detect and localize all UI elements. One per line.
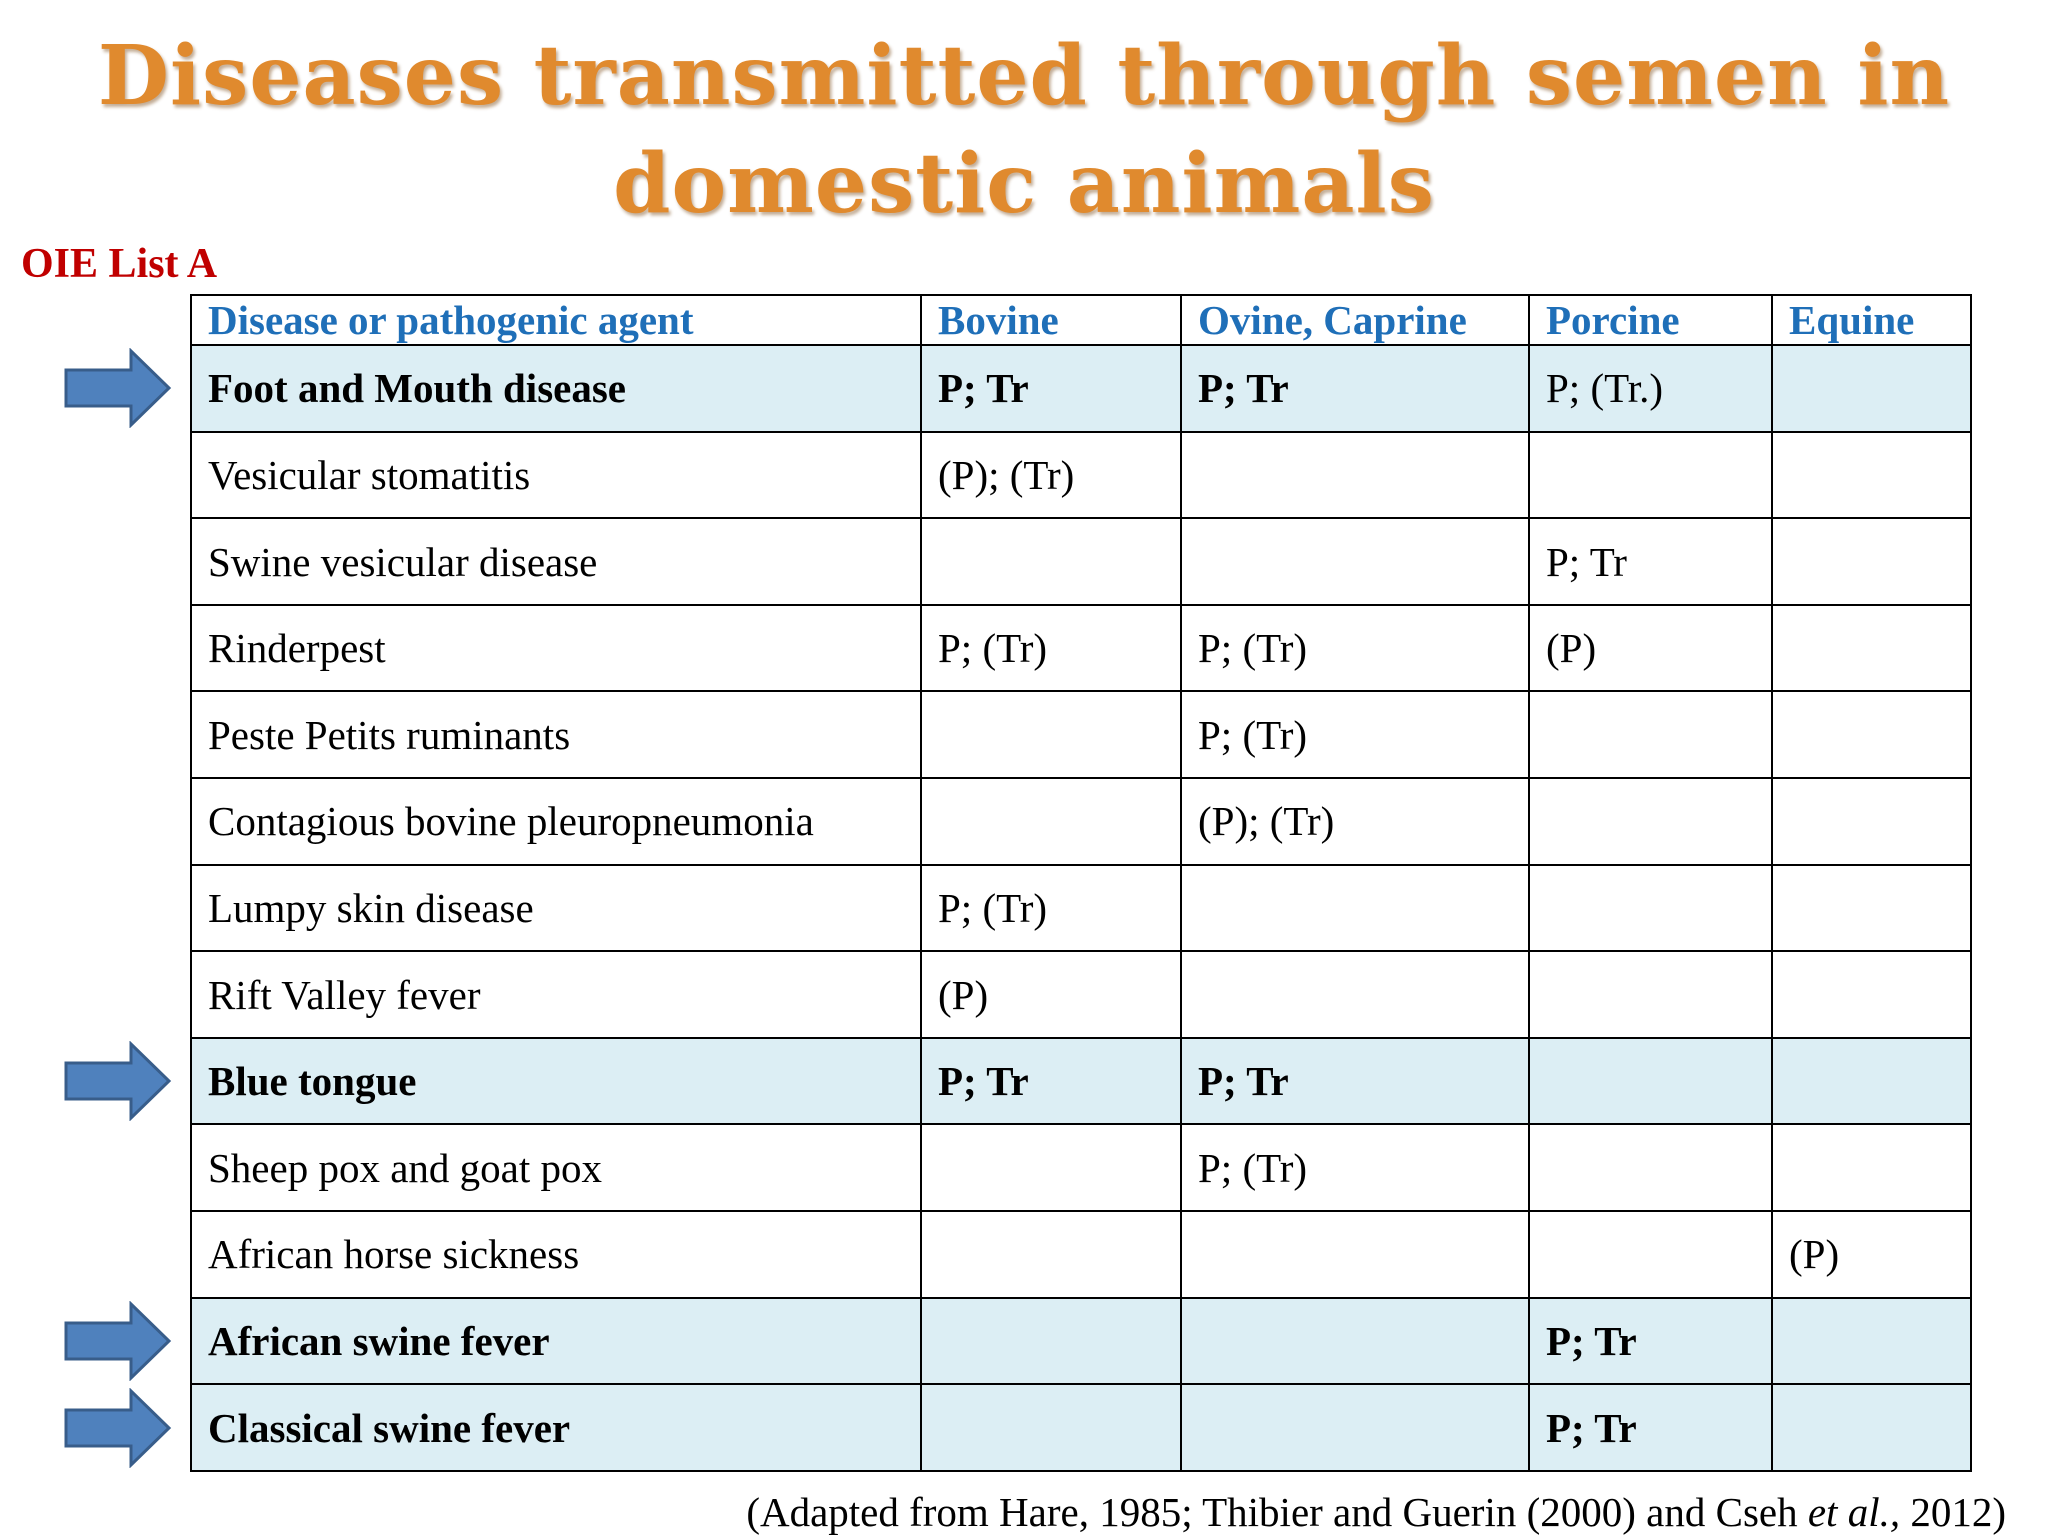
cell-equine xyxy=(1772,951,1971,1038)
right-arrow-icon xyxy=(63,1388,173,1468)
cell-disease: Classical swine fever xyxy=(191,1384,921,1471)
cell-disease: African horse sickness xyxy=(191,1211,921,1298)
cell-disease: Rift Valley fever xyxy=(191,951,921,1038)
cell-porcine: P; Tr xyxy=(1529,1384,1772,1471)
cell-ovine-caprine xyxy=(1181,1384,1529,1471)
cell-porcine: (P) xyxy=(1529,605,1772,692)
table-row xyxy=(191,1124,1971,1211)
cell-ovine-caprine: P; Tr xyxy=(1181,345,1529,432)
cell-equine xyxy=(1772,1384,1971,1471)
header-disease: Disease or pathogenic agent xyxy=(191,295,921,345)
table-row xyxy=(191,1384,1971,1471)
citation-text: (Adapted from Hare, 1985; Thibier and Guerin (2000) and Cseh xyxy=(746,1489,1808,1535)
header-porcine: Porcine xyxy=(1529,295,1772,345)
table-row xyxy=(191,605,1971,692)
cell-porcine xyxy=(1529,1124,1772,1211)
cell-porcine: P; Tr xyxy=(1529,1298,1772,1385)
cell-ovine-caprine xyxy=(1181,1298,1529,1385)
table-row xyxy=(191,865,1971,952)
right-arrow-icon xyxy=(63,1301,173,1381)
cell-ovine-caprine: P; Tr xyxy=(1181,1038,1529,1125)
cell-bovine: (P) xyxy=(921,951,1181,1038)
cell-equine xyxy=(1772,1038,1971,1125)
cell-ovine-caprine xyxy=(1181,951,1529,1038)
cell-equine xyxy=(1772,1124,1971,1211)
header-bovine: Bovine xyxy=(921,295,1181,345)
cell-ovine-caprine: (P); (Tr) xyxy=(1181,778,1529,865)
cell-equine xyxy=(1772,605,1971,692)
cell-porcine xyxy=(1529,1038,1772,1125)
cell-disease: Swine vesicular disease xyxy=(191,518,921,605)
header-ovine-caprine: Ovine, Caprine xyxy=(1181,295,1529,345)
cell-equine xyxy=(1772,691,1971,778)
cell-disease: Blue tongue xyxy=(191,1038,921,1125)
cell-porcine xyxy=(1529,951,1772,1038)
cell-ovine-caprine: P; (Tr) xyxy=(1181,1124,1529,1211)
citation-year: 2012) xyxy=(1900,1489,2006,1535)
cell-equine xyxy=(1772,432,1971,519)
table-row xyxy=(191,345,1971,432)
cell-equine xyxy=(1772,778,1971,865)
cell-equine xyxy=(1772,345,1971,432)
cell-porcine xyxy=(1529,432,1772,519)
cell-bovine xyxy=(921,1298,1181,1385)
cell-ovine-caprine xyxy=(1181,1211,1529,1298)
cell-ovine-caprine xyxy=(1181,432,1529,519)
list-label: OIE List A xyxy=(21,241,218,287)
cell-disease: Sheep pox and goat pox xyxy=(191,1124,921,1211)
cell-ovine-caprine: P; (Tr) xyxy=(1181,691,1529,778)
table-row xyxy=(191,951,1971,1038)
cell-equine xyxy=(1772,865,1971,952)
cell-ovine-caprine: P; (Tr) xyxy=(1181,605,1529,692)
citation xyxy=(746,1488,2006,1536)
table-row xyxy=(191,1298,1971,1385)
cell-disease: Lumpy skin disease xyxy=(191,865,921,952)
cell-bovine xyxy=(921,1384,1181,1471)
cell-bovine: P; (Tr) xyxy=(921,865,1181,952)
right-arrow-icon xyxy=(63,1041,173,1121)
cell-disease: African swine fever xyxy=(191,1298,921,1385)
cell-equine: (P) xyxy=(1772,1211,1971,1298)
citation-italic: et al., xyxy=(1807,1489,1901,1535)
table-row xyxy=(191,1211,1971,1298)
right-arrow-icon xyxy=(63,348,173,428)
cell-ovine-caprine xyxy=(1181,865,1529,952)
cell-porcine xyxy=(1529,691,1772,778)
header-equine: Equine xyxy=(1772,295,1971,345)
cell-bovine xyxy=(921,1211,1181,1298)
table-header-row xyxy=(191,295,1971,345)
table-row xyxy=(191,778,1971,865)
cell-bovine: P; (Tr) xyxy=(921,605,1181,692)
cell-bovine xyxy=(921,518,1181,605)
cell-porcine: P; Tr xyxy=(1529,518,1772,605)
cell-disease: Foot and Mouth disease xyxy=(191,345,921,432)
cell-porcine xyxy=(1529,865,1772,952)
table-body xyxy=(191,345,1971,1471)
cell-disease: Peste Petits ruminants xyxy=(191,691,921,778)
cell-bovine: (P); (Tr) xyxy=(921,432,1181,519)
page-title: Diseases transmitted through semen in domestic animals xyxy=(97,28,1951,232)
table-row xyxy=(191,518,1971,605)
cell-bovine: P; Tr xyxy=(921,1038,1181,1125)
cell-disease: Vesicular stomatitis xyxy=(191,432,921,519)
cell-disease: Contagious bovine pleuropneumonia xyxy=(191,778,921,865)
cell-bovine xyxy=(921,778,1181,865)
cell-ovine-caprine xyxy=(1181,518,1529,605)
table-row xyxy=(191,691,1971,778)
cell-disease: Rinderpest xyxy=(191,605,921,692)
disease-table xyxy=(190,294,1972,1472)
cell-porcine: P; (Tr.) xyxy=(1529,345,1772,432)
cell-equine xyxy=(1772,518,1971,605)
cell-bovine xyxy=(921,691,1181,778)
table-row xyxy=(191,432,1971,519)
cell-bovine xyxy=(921,1124,1181,1211)
cell-porcine xyxy=(1529,1211,1772,1298)
table-row xyxy=(191,1038,1971,1125)
cell-bovine: P; Tr xyxy=(921,345,1181,432)
cell-equine xyxy=(1772,1298,1971,1385)
cell-porcine xyxy=(1529,778,1772,865)
